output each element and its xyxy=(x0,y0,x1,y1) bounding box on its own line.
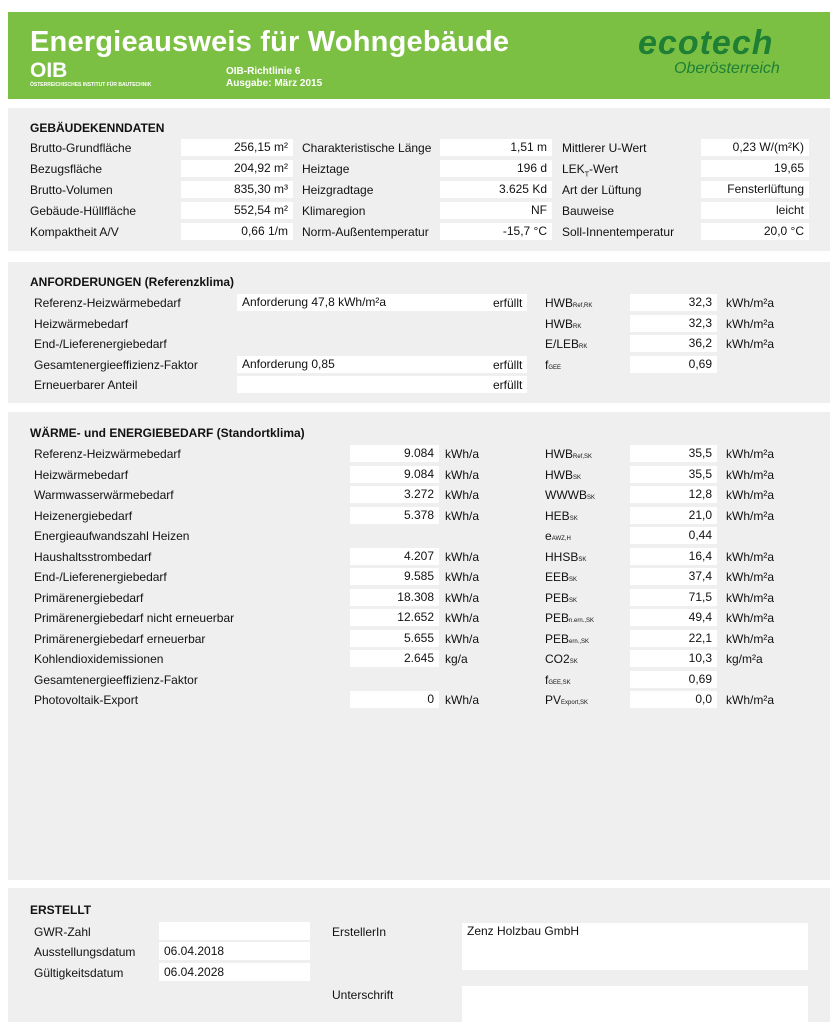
symbol-base: WWWB xyxy=(545,488,587,502)
bedarf-unit: kg/a xyxy=(445,652,468,666)
section-title: ERSTELLT xyxy=(30,903,92,917)
kenn-label: Gebäude-Hüllfläche xyxy=(30,204,137,218)
symbol-subscript: Export,SK xyxy=(561,700,589,706)
bedarf-label: Referenz-Heizwärmebedarf xyxy=(34,447,181,461)
bedarf-unit: kWh/a xyxy=(445,631,480,646)
symbol-base: HWB xyxy=(545,296,573,310)
kenn-value: 552,54 m² xyxy=(181,202,293,219)
symbol-base: HHSB xyxy=(545,549,579,564)
symbol-subscript: SK xyxy=(569,659,578,665)
bedarf-label: Heizwärmebedarf xyxy=(34,467,129,482)
kenn-label: Soll-Innentemperatur xyxy=(562,225,675,239)
bedarf-value-specific: 22,1 xyxy=(630,630,717,647)
kenn-label: Heizgradtage xyxy=(302,183,374,197)
anf-label: Heizwärmebedarf xyxy=(34,316,129,331)
symbol-base: CO2 xyxy=(545,652,570,666)
kenn-label: Charakteristische Länge xyxy=(302,141,432,155)
symbol-subscript: Ref,SK xyxy=(573,454,593,460)
section-gebaeudekenndaten xyxy=(8,108,830,251)
section-title: ANFORDERUNGEN (Referenzklima) xyxy=(30,275,235,289)
bedarf-symbol xyxy=(545,468,581,482)
bedarf-label: Haushaltsstrombedarf xyxy=(34,549,152,564)
bedarf-symbol xyxy=(545,611,594,625)
bedarf-unit-specific: kWh/m²a xyxy=(726,549,774,564)
bedarf-symbol xyxy=(545,509,578,523)
section-title: GEBÄUDEKENNDATEN xyxy=(30,121,165,135)
anf-unit: kWh/m²a xyxy=(726,316,774,331)
ausstellungsdatum-field: 06.04.2018 xyxy=(159,942,310,960)
symbol-base: PEB xyxy=(545,611,570,625)
symbol-subscript: AWZ,H xyxy=(551,536,571,542)
symbol-base: e xyxy=(545,529,552,543)
kenn-label: Heiztage xyxy=(302,162,350,176)
richtlinie-label: OIB-Richtlinie 6 xyxy=(226,66,301,77)
bedarf-unit-specific: kWh/m²a xyxy=(726,488,774,502)
bedarf-value-specific: 0,44 xyxy=(630,527,717,544)
bedarf-unit: kWh/a xyxy=(445,467,480,482)
bedarf-unit-specific: kWh/m²a xyxy=(726,611,774,625)
bedarf-symbol xyxy=(545,673,571,687)
symbol-subscript: n.ern.,SK xyxy=(569,618,595,624)
ecotech-logo-region: Oberösterreich xyxy=(674,60,780,77)
kenn-value: 0,23 W/(m²K) xyxy=(701,139,809,156)
ausstellungsdatum-label: Ausstellungsdatum xyxy=(34,945,136,959)
gwr-label: GWR-Zahl xyxy=(34,925,91,939)
bedarf-label: End-/Lieferenergiebedarf xyxy=(34,570,167,584)
bedarf-value: 5.655 xyxy=(350,630,439,647)
symbol-base: HWB xyxy=(545,467,573,482)
ecotech-logo: ecotech xyxy=(638,24,774,62)
symbol-base: PEB xyxy=(545,631,570,646)
bedarf-value-specific: 35,5 xyxy=(630,445,717,462)
bedarf-unit: kWh/a xyxy=(445,590,480,605)
symbol-subscript: GEE,SK xyxy=(548,679,571,686)
symbol-subscript: ern.,SK xyxy=(569,638,590,645)
kenn-value: 20,0 °C xyxy=(701,223,809,240)
anf-value: 32,3 xyxy=(630,315,717,332)
kenn-label: Mittlerer U-Wert xyxy=(562,141,647,155)
bedarf-label: Gesamtenergieeffizienz-Faktor xyxy=(34,672,198,687)
bedarf-symbol xyxy=(545,570,577,584)
bedarf-unit-specific: kg/m²a xyxy=(726,652,763,666)
symbol-base: f xyxy=(545,357,549,372)
anf-label: End-/Lieferenergiebedarf xyxy=(34,337,167,351)
bedarf-symbol xyxy=(545,632,589,646)
symbol-subscript: SK xyxy=(569,577,578,583)
oib-institute-name: ÖSTERREICHISCHES INSTITUT FÜR BAUTECHNIK xyxy=(30,82,152,88)
bedarf-unit-specific: kWh/m²a xyxy=(726,467,774,482)
bedarf-unit: kWh/a xyxy=(445,570,480,584)
anf-requirement: Anforderung 0,85 xyxy=(237,356,527,373)
bedarf-value: 0 xyxy=(350,691,439,708)
bedarf-unit-specific: kWh/m²a xyxy=(726,590,774,605)
symbol-subscript: SK xyxy=(573,474,582,481)
lek-text: -Wert xyxy=(588,162,619,176)
bedarf-symbol xyxy=(545,693,588,707)
anf-label: Referenz-Heizwärmebedarf xyxy=(34,296,181,310)
anf-unit: kWh/m²a xyxy=(726,296,774,310)
bedarf-symbol xyxy=(545,447,592,461)
kenn-label: Klimaregion xyxy=(302,204,366,218)
bedarf-value: 5.378 xyxy=(350,507,439,524)
symbol-subscript: SK xyxy=(578,556,587,563)
kenn-value: -15,7 °C xyxy=(440,223,552,240)
bedarf-label: Warmwasserwärmebedarf xyxy=(34,488,174,502)
ersteller-field: Zenz Holzbau GmbH xyxy=(462,923,808,970)
kenn-value: 1,51 m xyxy=(440,139,552,156)
anf-value: 0,69 xyxy=(630,356,717,373)
bedarf-unit: kWh/a xyxy=(445,693,480,707)
gwr-field xyxy=(159,922,310,940)
symbol-base: E/LEB xyxy=(545,337,580,351)
kenn-label: Kompaktheit A/V xyxy=(30,225,119,239)
symbol-base: HWB xyxy=(545,447,573,461)
section-waerme-energiebedarf xyxy=(8,412,830,880)
symbol-subscript: SK xyxy=(586,495,595,501)
bedarf-value: 9.084 xyxy=(350,445,439,462)
bedarf-unit: kWh/a xyxy=(445,611,480,625)
anf-status: erfüllt xyxy=(493,357,523,372)
bedarf-unit-specific: kWh/m²a xyxy=(726,508,774,523)
bedarf-value-specific: 16,4 xyxy=(630,548,717,565)
anf-symbol xyxy=(545,296,592,310)
bedarf-label: Primärenergiebedarf nicht erneuerbar xyxy=(34,611,235,625)
symbol-subscript: GEE xyxy=(548,364,562,371)
bedarf-value-specific: 37,4 xyxy=(630,568,717,585)
kenn-value: 196 d xyxy=(440,160,552,177)
anf-value: 36,2 xyxy=(630,335,717,352)
symbol-subscript: SK xyxy=(569,597,578,604)
bedarf-label: Energieaufwandszahl Heizen xyxy=(34,529,190,543)
bedarf-unit-specific: kWh/m²a xyxy=(726,631,774,646)
anf-requirement xyxy=(237,376,527,393)
bedarf-symbol xyxy=(545,529,571,543)
anf-label: Gesamtenergieeffizienz-Faktor xyxy=(34,357,198,372)
symbol-base: HWB xyxy=(545,316,573,331)
bedarf-unit: kWh/a xyxy=(445,447,480,461)
section-anforderungen xyxy=(8,262,830,403)
bedarf-label: Heizenergiebedarf xyxy=(34,508,133,523)
anf-symbol xyxy=(545,358,561,372)
bedarf-label: Primärenergiebedarf erneuerbar xyxy=(34,631,206,646)
bedarf-label: Primärenergiebedarf xyxy=(34,590,144,605)
bedarf-unit: kWh/a xyxy=(445,508,480,523)
symbol-base: EEB xyxy=(545,570,570,584)
bedarf-symbol xyxy=(545,488,595,502)
bedarf-value-specific: 35,5 xyxy=(630,466,717,483)
bedarf-unit-specific: kWh/m²a xyxy=(726,693,774,707)
bedarf-value-specific: 21,0 xyxy=(630,507,717,524)
symbol-base: HEB xyxy=(545,508,570,523)
bedarf-unit: kWh/a xyxy=(445,549,480,564)
ausgabe-label: Ausgabe: März 2015 xyxy=(226,78,323,89)
kenn-value: Fensterlüftung xyxy=(701,181,809,198)
anf-unit: kWh/m²a xyxy=(726,337,774,351)
page-title: Energieausweis für Wohngebäude xyxy=(30,26,510,58)
bedarf-value-specific: 49,4 xyxy=(630,609,717,626)
kenn-label xyxy=(562,162,618,178)
bedarf-symbol xyxy=(545,591,577,605)
lek-text: LEK xyxy=(562,162,585,176)
bedarf-value: 3.272 xyxy=(350,486,439,503)
unterschrift-label: Unterschrift xyxy=(332,988,394,1002)
kenn-value: 19,65 xyxy=(701,160,809,177)
kenn-value: 835,30 m³ xyxy=(181,181,293,198)
kenn-value: 204,92 m² xyxy=(181,160,293,177)
anf-label: Erneuerbarer Anteil xyxy=(34,378,138,392)
kenn-label: Art der Lüftung xyxy=(562,183,642,197)
bedarf-unit: kWh/a xyxy=(445,488,480,502)
bedarf-label: Kohlendioxidemissionen xyxy=(34,652,164,666)
anf-value: 32,3 xyxy=(630,294,717,311)
kenn-value: leicht xyxy=(701,202,809,219)
ersteller-label: ErstellerIn xyxy=(332,925,387,939)
bedarf-value: 9.585 xyxy=(350,568,439,585)
unterschrift-field xyxy=(462,986,808,1022)
bedarf-value-specific: 0,0 xyxy=(630,691,717,708)
kenn-label: Bezugsfläche xyxy=(30,162,103,176)
symbol-base: f xyxy=(545,672,549,687)
bedarf-value: 4.207 xyxy=(350,548,439,565)
bedarf-label: Photovoltaik-Export xyxy=(34,693,139,707)
section-title: WÄRME- und ENERGIEBEDARF (Standortklima) xyxy=(30,426,305,440)
gueltigkeitsdatum-label: Gültigkeitsdatum xyxy=(34,966,124,980)
anf-status: erfüllt xyxy=(493,296,523,310)
symbol-subscript: RK xyxy=(579,344,588,350)
symbol-subscript: Ref,RK xyxy=(573,303,593,309)
kenn-label: Norm-Außentemperatur xyxy=(302,225,429,239)
anf-symbol xyxy=(545,317,581,331)
anf-symbol xyxy=(545,337,587,351)
symbol-subscript: SK xyxy=(569,515,578,522)
anf-requirement: Anforderung 47,8 kWh/m²a xyxy=(237,294,527,311)
bedarf-value: 2.645 xyxy=(350,650,439,667)
bedarf-value-specific: 71,5 xyxy=(630,589,717,606)
section-erstellt xyxy=(8,888,830,1022)
bedarf-value: 18.308 xyxy=(350,589,439,606)
kenn-value: 256,15 m² xyxy=(181,139,293,156)
bedarf-value: 12.652 xyxy=(350,609,439,626)
bedarf-symbol xyxy=(545,550,586,564)
kenn-value: 0,66 1/m xyxy=(181,223,293,240)
bedarf-value: 9.084 xyxy=(350,466,439,483)
symbol-base: PV xyxy=(545,693,562,707)
bedarf-symbol xyxy=(545,652,578,666)
oib-logo-text: OIB xyxy=(30,59,68,82)
anf-status: erfüllt xyxy=(493,378,523,392)
header-banner xyxy=(8,12,830,99)
symbol-subscript: RK xyxy=(573,323,582,330)
bedarf-unit-specific: kWh/m²a xyxy=(726,447,774,461)
kenn-value: NF xyxy=(440,202,552,219)
lek-subscript: T xyxy=(584,171,589,179)
kenn-label: Brutto-Volumen xyxy=(30,183,113,197)
gueltigkeitsdatum-field: 06.04.2028 xyxy=(159,963,310,981)
bedarf-value-specific: 0,69 xyxy=(630,671,717,688)
kenn-label: Brutto-Grundfläche xyxy=(30,141,132,155)
kenn-label: Bauweise xyxy=(562,204,615,218)
bedarf-unit-specific: kWh/m²a xyxy=(726,570,774,584)
kenn-value: 3.625 Kd xyxy=(440,181,552,198)
bedarf-value-specific: 12,8 xyxy=(630,486,717,503)
bedarf-value-specific: 10,3 xyxy=(630,650,717,667)
symbol-base: PEB xyxy=(545,590,570,605)
